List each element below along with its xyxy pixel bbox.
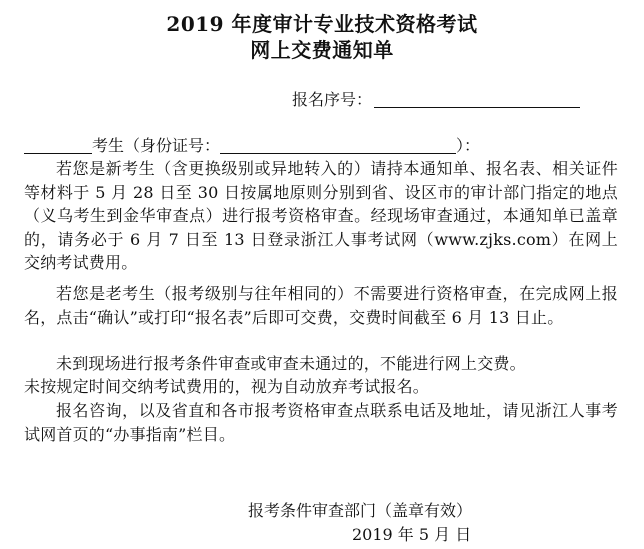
paragraph-late-payment: 未按规定时间交纳考试费用的，视为自动放弃考试报名。: [24, 377, 430, 396]
id-number-blank: [220, 137, 456, 154]
paragraph-no-review: 未到现场进行报考条件审查或审查未通过的，不能进行网上交费。: [56, 354, 526, 373]
document-title: 2019 年度审计专业技术资格考试: [166, 12, 478, 36]
examinee-label: 考生（身份证号：: [92, 136, 221, 155]
examinee-field: [24, 135, 480, 157]
examinee-close: ）：: [456, 136, 481, 155]
serial-number-label: 报名序号：: [292, 90, 373, 109]
paragraph-new-examinee: 若您是新考生（含更换级别或异地转入的）请持本通知单、报名表、相关证件等材料于 5 月 28 日至 30 日按属地原则分别到省、设区市的审计部门指定的地点（义乌考生到金华审查点）进行报考资格审查。经现场审查通过，本通知单已盖章的，请务必于 6 月 7 日至 13 日登录浙江人事考试网（www.zjks.com）在网上交纳考试费用。: [24, 159, 618, 272]
review-department: 报考条件审查部门（盖章有效）: [248, 501, 473, 520]
serial-number-field: [292, 89, 580, 111]
paragraph-inquiry: 报名咨询，以及省直和各市报考资格审查点联系电话及地址，请见浙江人事考试网首页的“办事指南”栏目。: [24, 401, 618, 444]
paragraph-returning-examinee: 若您是老考生（报考级别与往年相同的）不需要进行资格审查，在完成网上报名，点击“确认”或打印“报名表”后即可交费，交费时间截至 6 月 13 日止。: [24, 284, 618, 327]
examinee-name-blank: [24, 137, 92, 154]
notice-date: 2019 年 5 月 日: [352, 525, 472, 544]
document-subtitle: 网上交费通知单: [250, 38, 394, 62]
serial-number-blank: [374, 91, 580, 108]
